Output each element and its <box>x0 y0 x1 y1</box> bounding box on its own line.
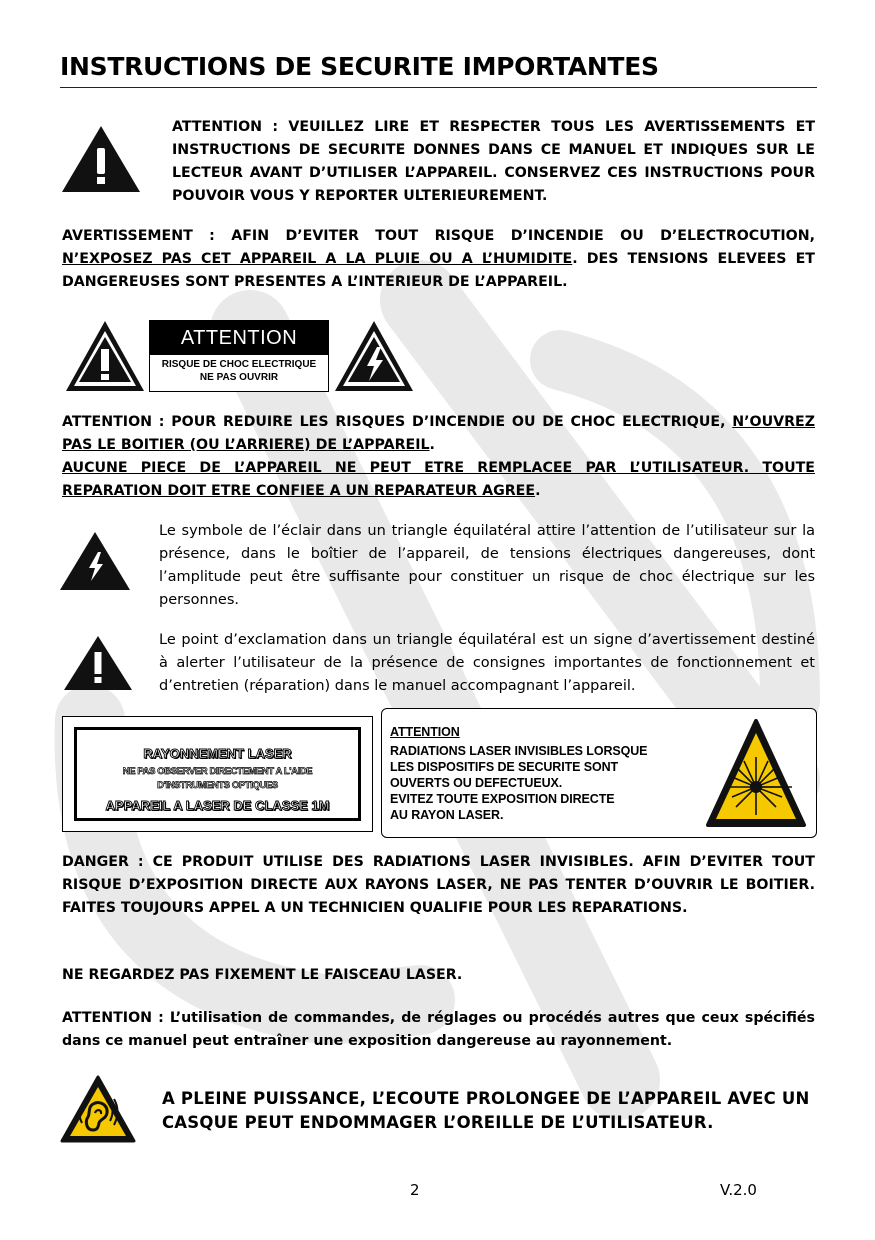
controls-warning: ATTENTION : L’utilisation de commandes, de réglages ou procédés autres que ceux spécifiés dans ce manuel peut entraîner une exposition dangereuse au rayonnement. <box>62 1010 815 1049</box>
warning-text-underlined: N’EXPOSEZ PAS CET APPAREIL A LA PLUIE OU A L’HUMIDITE <box>62 251 573 267</box>
laser-label-line2: NE PAS OBSERVER DIRECTEMENT A L'AIDE <box>122 766 313 777</box>
page-number: 2 <box>410 1181 420 1199</box>
attention-shock-dot1: . <box>429 437 435 453</box>
laser-label-line4: APPAREIL A LASER DE CLASSE 1M <box>105 798 330 813</box>
attention-shock-underlined2: AUCUNE PIECE DE L’APPAREIL NE PEUT ETRE REMPLACEE PAR L’UTILISATEUR. TOUTE REPARATION DOIT ETRE CONFIEE A UN REPARATEUR AGREE <box>62 460 815 499</box>
laser-warning-line: OUVERTS OU DEFECTUEUX. <box>390 776 563 790</box>
exclamation-symbol-description: Le point d’exclamation dans un triangle équilatéral est un signe d’avertissement destiné à alerter l’utilisateur de la présence de consignes importantes de fonctionnement et d’entretien (réparation) dans le manuel accompagnant l’appareil. <box>159 632 815 694</box>
lightning-triangle-icon <box>58 530 132 592</box>
attention-shock-label <box>149 320 329 392</box>
laser-hazard-icon <box>704 717 808 831</box>
laser-warning-label <box>381 708 817 838</box>
laser-warning-line: EVITEZ TOUTE EXPOSITION DIRECTE <box>390 792 615 806</box>
laser-label-line3: D'INSTRUMENTS OPTIQUES <box>157 780 278 791</box>
warning-paragraph <box>62 225 815 294</box>
laser-warning-line: LES DISPOSITIFS DE SECURITE SONT <box>390 760 619 774</box>
attention-shock-underlined1: N’OUVREZ PAS LE BOITIER (OU L’ARRIERE) DE L’APPAREIL <box>62 414 815 453</box>
attention-label-line2: NE PAS OUVRIR <box>199 372 279 383</box>
laser-class-label <box>62 716 373 832</box>
laser-warning-line: RADIATIONS LASER INVISIBLES LORSQUE <box>390 744 648 758</box>
warning-triangle-icon <box>60 124 142 194</box>
laser-warning-line: AU RAYON LASER. <box>390 808 504 822</box>
attention-shock-paragraph <box>62 411 815 503</box>
warning-triangle-icon <box>64 319 146 393</box>
attention-label-header: ATTENTION <box>150 321 328 355</box>
no-stare-warning: NE REGARDEZ PAS FIXEMENT LE FAISCEAU LASER. <box>62 967 463 983</box>
attention-intro-text: ATTENTION : VEUILLEZ LIRE ET RESPECTER TOUS LES AVERTISSEMENTS ET INSTRUCTIONS DE SECURITE DONNES DANS CE MANUEL ET INDIQUES SUR LE LECTEUR AVANT D’UTILISER L’APPAREIL. CONSERVEZ CES INSTRUCTIONS POUR POUVOIR VOUS Y REPORTER ULTERIEUREMENT. <box>172 119 815 204</box>
hearing-warning: A PLEINE PUISSANCE, L’ECOUTE PROLONGEE DE L’APPAREIL AVEC UN CASQUE PEUT ENDOMMAGER L’OREILLE DE L’UTILISATEUR. <box>162 1089 810 1132</box>
attention-label-line1: RISQUE DE CHOC ELECTRIQUE <box>161 359 317 370</box>
lightning-triangle-icon <box>333 319 415 393</box>
version-label: V.2.0 <box>720 1181 757 1199</box>
lightning-symbol-description: Le symbole de l’éclair dans un triangle équilatéral attire l’attention de l’utilisateur sur la présence, dans le boîtier de l’appareil, de tensions électriques dangereuses, dont l’amplitude peut être suffisante pour constituer un risque de choc électrique sur les personnes. <box>159 523 815 608</box>
warning-text-part2: . DES TENSIONS ELEVEES ET DANGEREUSES SONT PRESENTES A L’INTERIEUR DE L’APPAREIL. <box>62 251 815 290</box>
danger-paragraph: DANGER : CE PRODUIT UTILISE DES RADIATIONS LASER INVISIBLES. AFIN D’EVITER TOUT RISQUE D’EXPOSITION DIRECTE AUX RAYONS LASER, NE PAS TENTER D’OUVRIR LE BOITIER. FAITES TOUJOURS APPEL A UN TECHNICIEN QUALIFIE POUR LES REPARATIONS. <box>62 854 815 916</box>
hearing-hazard-icon <box>60 1075 136 1143</box>
warning-text-part1: AVERTISSEMENT : AFIN D’EVITER TOUT RISQUE D’INCENDIE OU D’ELECTROCUTION, <box>62 228 815 244</box>
laser-warning-header: ATTENTION <box>390 725 460 739</box>
warning-triangle-icon <box>62 634 134 692</box>
laser-label-line1: RAYONNEMENT LASER <box>143 746 292 761</box>
attention-shock-dot2: . <box>535 483 541 499</box>
attention-shock-part1: ATTENTION : POUR REDUIRE LES RISQUES D’INCENDIE OU DE CHOC ELECTRIQUE, <box>62 414 733 430</box>
page-title: INSTRUCTIONS DE SECURITE IMPORTANTES <box>60 52 817 88</box>
